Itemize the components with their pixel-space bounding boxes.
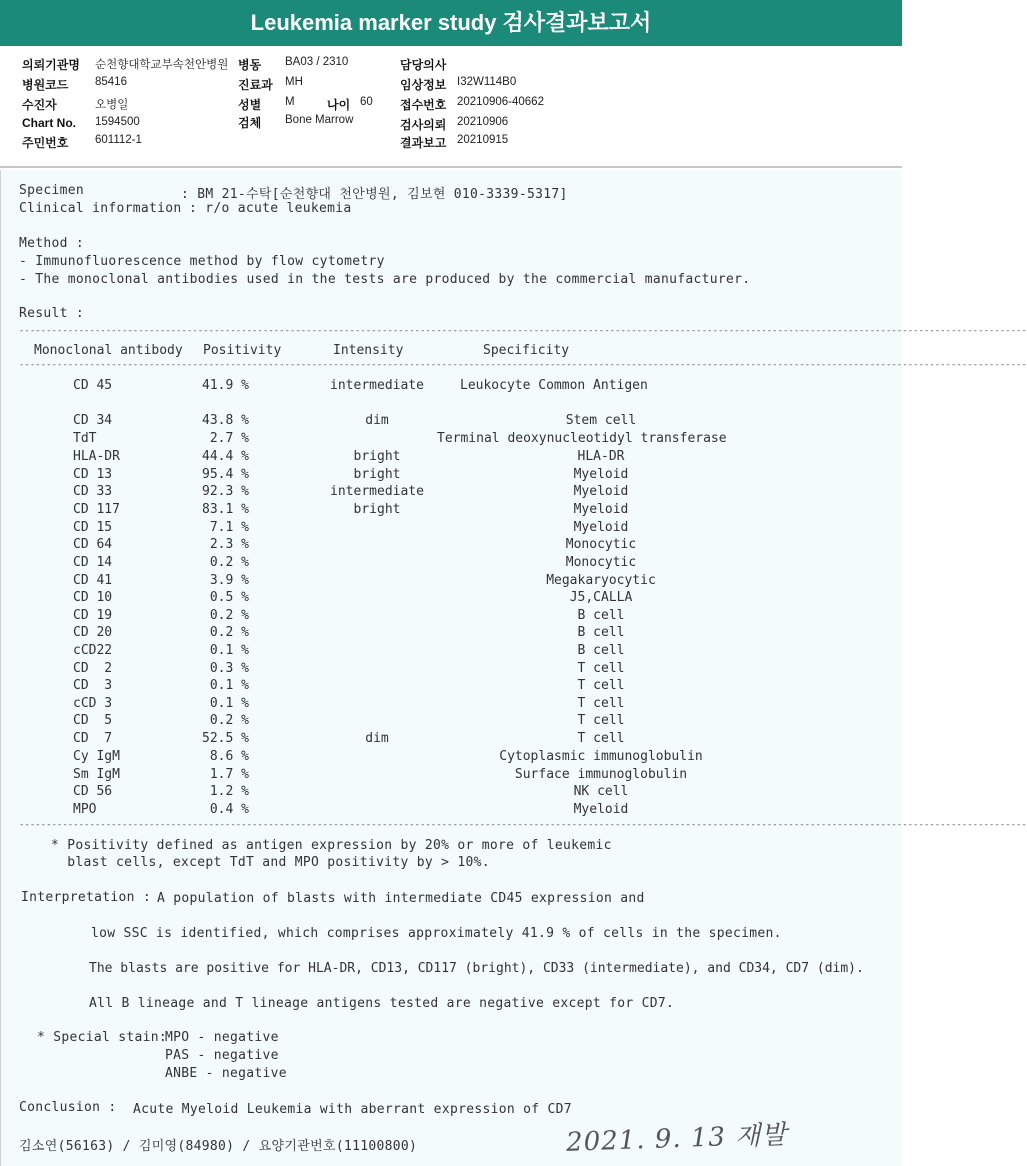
chart-no-value: 1594500 — [95, 116, 140, 128]
cell-positivity: 0.1 % — [209, 678, 249, 693]
cell-antibody: CD 33 — [73, 484, 113, 499]
special-stain-item: MPO - negative — [165, 1030, 279, 1045]
special-stain-item: ANBE - negative — [165, 1066, 287, 1081]
cell-positivity: 0.2 % — [209, 713, 249, 728]
signers: 김소연(56163) / 김미영(84980) / 요양기관번호(11100800) — [19, 1139, 418, 1154]
cell-positivity: 95.4 % — [202, 467, 249, 482]
cell-specificity: Myeloid — [573, 484, 629, 499]
interpretation-line: All B lineage and T lineage antigens tested are negative except for CD7. — [89, 996, 675, 1011]
cell-positivity: 0.3 % — [209, 661, 249, 676]
cell-specificity: Terminal deoxynucleotidyl transferase — [437, 431, 727, 446]
cell-positivity: 7.1 % — [209, 520, 249, 535]
cell-antibody: CD 13 — [73, 467, 113, 482]
cell-specificity: NK cell — [573, 784, 629, 799]
specimen-type-value: Bone Marrow — [285, 114, 354, 126]
cell-positivity: 0.2 % — [209, 608, 249, 623]
cell-positivity: 0.2 % — [209, 555, 249, 570]
cell-antibody: MPO — [73, 802, 97, 817]
specimen-label: Specimen — [19, 183, 85, 198]
table-header-rule: ------------------------------------------------------------------------------------------------------------------------------------------------------------------------------------------ — [19, 360, 1027, 370]
cell-specificity: B cell — [577, 608, 625, 623]
cell-intensity: bright — [353, 467, 401, 482]
patient-value: 오병일 — [95, 99, 129, 111]
cell-antibody: CD 20 — [73, 625, 113, 640]
cell-antibody: CD 19 — [73, 608, 113, 623]
cell-antibody: cCD 3 — [73, 696, 113, 711]
method-line: - The monoclonal antibodies used in the tests are produced by the commercial manufacturer. — [19, 272, 751, 287]
specimen-value: : BM 21-수탁[순천향대 천안병원, 김보현 010-3339-5317] — [181, 187, 568, 202]
table-bottom-rule: ------------------------------------------------------------------------------------------------------------------------------------------------------------------------------------------ — [19, 820, 1027, 830]
cell-antibody: CD 117 — [73, 502, 120, 517]
cell-positivity: 0.2 % — [209, 625, 249, 640]
cell-positivity: 1.2 % — [209, 784, 249, 799]
cell-antibody: CD 34 — [73, 413, 113, 428]
cell-antibody: CD 10 — [73, 590, 113, 605]
patient-info-header — [0, 46, 902, 168]
cell-positivity: 43.8 % — [202, 413, 249, 428]
cell-specificity: Cytoplasmic immunoglobulin — [499, 749, 703, 764]
sex-label: 성별 — [238, 98, 262, 112]
chart-no-label: Chart No. — [22, 116, 76, 130]
cell-specificity: Megakaryocytic — [546, 573, 656, 588]
cell-specificity: Surface immunoglobulin — [514, 767, 688, 782]
resident-no-label: 주민번호 — [22, 136, 69, 150]
interpretation-line: A population of blasts with intermediate CD45 expression and — [157, 891, 645, 906]
cell-antibody: CD 15 — [73, 520, 113, 535]
cell-antibody: CD 45 — [73, 378, 113, 393]
cell-antibody: TdT — [73, 431, 97, 446]
cell-antibody: CD 64 — [73, 537, 113, 552]
age-label: 나이 — [327, 98, 351, 112]
method-line: - Immunofluorescence method by flow cytometry — [19, 254, 385, 269]
ward-value: BA03 / 2310 — [285, 56, 349, 68]
special-stain-label: * Special stain: — [37, 1030, 168, 1045]
cell-antibody: CD 7 — [73, 731, 113, 746]
cell-positivity: 3.9 % — [209, 573, 249, 588]
cell-antibody: CD 41 — [73, 573, 113, 588]
cell-specificity: Monocytic — [565, 537, 637, 552]
interpretation-line: low SSC is identified, which comprises approximately 41.9 % of cells in the specimen. — [91, 926, 782, 941]
cell-positivity: 0.4 % — [209, 802, 249, 817]
conclusion-value: Acute Myeloid Leukemia with aberrant expression of CD7 — [133, 1102, 572, 1117]
handwritten-note: 2021. 9. 13 재발 — [565, 1120, 788, 1158]
column-header-antibody: Monoclonal antibody — [34, 343, 183, 358]
resident-no-value: 601112-1 — [95, 134, 142, 146]
cell-specificity: Stem cell — [565, 413, 637, 428]
column-header-positivity: Positivity — [203, 343, 282, 358]
cell-intensity: intermediate — [330, 378, 424, 393]
cell-specificity: HLA-DR — [577, 449, 625, 464]
cell-antibody: CD 56 — [73, 784, 113, 799]
special-stain-item: PAS - negative — [165, 1048, 279, 1063]
cell-specificity: Myeloid — [573, 802, 629, 817]
cell-antibody: HLA-DR — [73, 449, 120, 464]
doctor-label: 담당의사 — [400, 58, 447, 72]
hospital-code-value: 85416 — [95, 76, 127, 88]
cell-positivity: 92.3 % — [202, 484, 249, 499]
cell-positivity: 52.5 % — [202, 731, 249, 746]
cell-specificity: Monocytic — [565, 555, 637, 570]
cell-specificity: Myeloid — [573, 520, 629, 535]
department-value: MH — [285, 76, 303, 88]
cell-positivity: 2.7 % — [209, 431, 249, 446]
cell-specificity: Leukocyte Common Antigen — [460, 378, 648, 393]
footnote-line: blast cells, except TdT and MPO positivity by > 10%. — [51, 855, 490, 870]
cell-intensity: bright — [353, 502, 401, 517]
cell-specificity: T cell — [577, 713, 625, 728]
cell-intensity: dim — [365, 731, 389, 746]
sex-value: M — [285, 96, 295, 108]
cell-positivity: 8.6 % — [209, 749, 249, 764]
cell-specificity: T cell — [577, 661, 625, 676]
cell-antibody: Cy IgM — [73, 749, 120, 764]
cell-antibody: CD 3 — [73, 678, 113, 693]
cell-specificity: T cell — [577, 731, 625, 746]
ward-label: 병동 — [238, 58, 262, 72]
cell-positivity: 0.5 % — [209, 590, 249, 605]
result-label: Result : — [19, 306, 85, 321]
cell-positivity: 1.7 % — [209, 767, 249, 782]
hospital-value: 순천향대학교부속천안병원 — [95, 59, 229, 71]
cell-antibody: cCD22 — [73, 643, 113, 658]
cell-antibody: CD 14 — [73, 555, 113, 570]
cell-positivity: 0.1 % — [209, 696, 249, 711]
report-date-label: 결과보고 — [400, 136, 447, 150]
receipt-no-label: 접수번호 — [400, 98, 447, 112]
hospital-label: 의뢰기관명 — [22, 58, 80, 72]
column-header-specificity: Specificity — [483, 343, 570, 358]
footnote-line: * Positivity defined as antigen expression by 20% or more of leukemic — [51, 838, 612, 853]
cell-positivity: 83.1 % — [202, 502, 249, 517]
clinical-info-label: 임상정보 — [400, 78, 447, 92]
cell-intensity: dim — [365, 413, 389, 428]
request-date-value: 20210906 — [457, 116, 509, 128]
clinical-info-value: I32W114B0 — [457, 76, 517, 88]
interpretation-label: Interpretation : — [21, 890, 152, 905]
method-label: Method : — [19, 236, 85, 251]
hospital-code-label: 병원코드 — [22, 78, 69, 92]
cell-specificity: T cell — [577, 678, 625, 693]
cell-positivity: 2.3 % — [209, 537, 249, 552]
patient-label: 수진자 — [22, 98, 57, 112]
cell-specificity: T cell — [577, 696, 625, 711]
age-value: 60 — [360, 96, 373, 108]
table-top-rule: ------------------------------------------------------------------------------------------------------------------------------------------------------------------------------------------ — [19, 326, 1027, 336]
column-header-intensity: Intensity — [333, 343, 404, 358]
clinical-label: Clinical information — [19, 201, 182, 216]
interpretation-line: The blasts are positive for HLA-DR, CD13, CD117 (bright), CD33 (intermediate), and CD34, CD7 (dim). — [89, 961, 864, 976]
request-date-label: 검사의뢰 — [400, 118, 447, 132]
report-date-value: 20210915 — [457, 134, 509, 146]
cell-positivity: 0.1 % — [209, 643, 249, 658]
cell-intensity: bright — [353, 449, 401, 464]
cell-antibody: Sm IgM — [73, 767, 120, 782]
cell-positivity: 41.9 % — [202, 378, 249, 393]
clinical-value: : r/o acute leukemia — [189, 201, 352, 216]
specimen-type-label: 검체 — [238, 116, 262, 130]
cell-antibody: CD 2 — [73, 661, 113, 676]
cell-specificity: Myeloid — [573, 467, 629, 482]
conclusion-label: Conclusion : — [19, 1100, 117, 1115]
report-body — [0, 170, 1027, 1166]
cell-antibody: CD 5 — [73, 713, 113, 728]
cell-specificity: Myeloid — [573, 502, 629, 517]
report-title: Leukemia marker study 검사결과보고서 — [0, 0, 902, 46]
cell-intensity: intermediate — [330, 484, 424, 499]
cell-positivity: 44.4 % — [202, 449, 249, 464]
cell-specificity: B cell — [577, 625, 625, 640]
cell-specificity: B cell — [577, 643, 625, 658]
department-label: 진료과 — [238, 78, 273, 92]
receipt-no-value: 20210906-40662 — [457, 96, 544, 108]
cell-specificity: J5,CALLA — [569, 590, 633, 605]
